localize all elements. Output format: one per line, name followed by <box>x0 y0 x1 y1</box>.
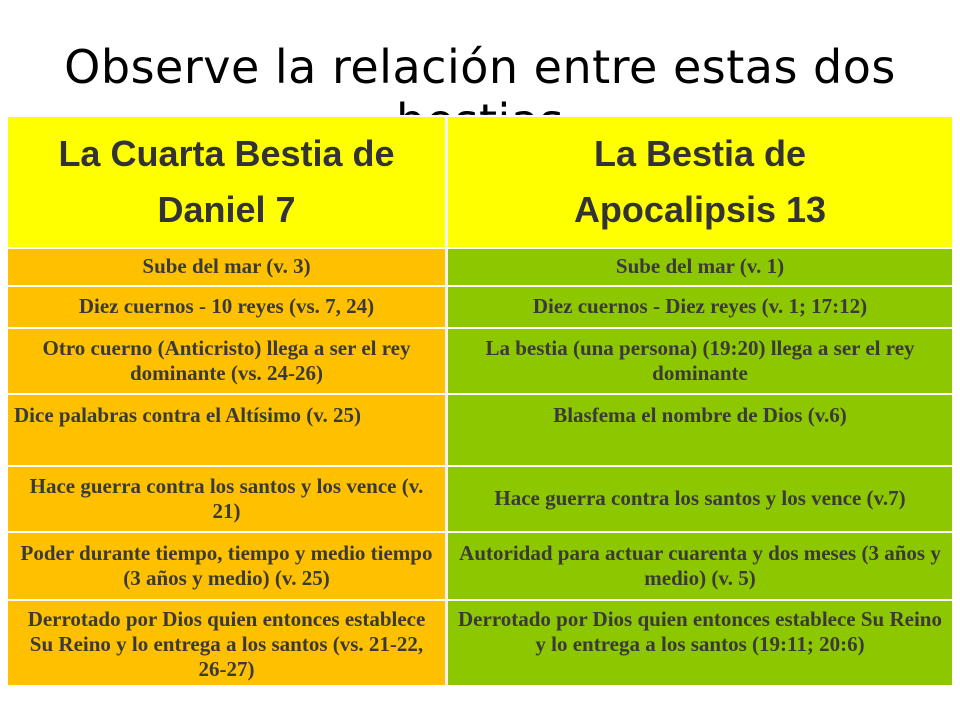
daniel-cell: Otro cuerno (Anticristo) llega a ser el rey dominante (vs. 24-26) <box>8 329 448 393</box>
daniel-cell: Derrotado por Dios quien entonces establece Su Reino y lo entrega a los santos (vs. 21-22, 26-27) <box>8 601 448 685</box>
table-row <box>8 467 952 531</box>
header-line: Apocalipsis 13 <box>573 189 827 230</box>
daniel-cell: Sube del mar (v. 3) <box>8 249 448 285</box>
apocalipsis-cell: Derrotado por Dios quien entonces establece Su Reino y lo entrega a los santos (19:11; 20:6) <box>448 601 952 685</box>
daniel-cell: Hace guerra contra los santos y los vence (v. 21) <box>8 467 448 531</box>
apocalipsis-cell: La bestia (una persona) (19:20) llega a ser el rey dominante <box>448 329 952 393</box>
header-line: La Bestia de <box>593 133 807 175</box>
header-line: Daniel 7 <box>157 189 296 230</box>
header-line: La Cuarta Bestia de <box>58 133 395 175</box>
daniel-cell: Poder durante tiempo, tiempo y medio tiempo (3 años y medio) (v. 25) <box>8 533 448 599</box>
comparison-table-image <box>8 115 952 685</box>
table-header-row <box>8 117 952 247</box>
apocalipsis-cell: Hace guerra contra los santos y los vence (v.7) <box>448 467 952 531</box>
apocalipsis-cell: Blasfema el nombre de Dios (v.6) <box>448 395 952 465</box>
table-row <box>8 395 952 465</box>
apocalipsis-cell: Sube del mar (v. 1) <box>448 249 952 285</box>
table-row <box>8 287 952 327</box>
header-daniel-7 <box>8 117 448 247</box>
header-apocalipsis-13 <box>448 117 952 247</box>
table-row <box>8 601 952 685</box>
apocalipsis-cell: Autoridad para actuar cuarenta y dos meses (3 años y medio) (v. 5) <box>448 533 952 599</box>
daniel-cell: Dice palabras contra el Altísimo (v. 25) <box>8 395 448 465</box>
comparison-table <box>8 115 952 685</box>
daniel-cell: Diez cuernos - 10 reyes (vs. 7, 24) <box>8 287 448 327</box>
table-row <box>8 329 952 393</box>
apocalipsis-cell: Diez cuernos - Diez reyes (v. 1; 17:12) <box>448 287 952 327</box>
table-row <box>8 533 952 599</box>
table-row <box>8 249 952 285</box>
slide-title: Observe la relación entre estas dos <box>64 40 896 94</box>
